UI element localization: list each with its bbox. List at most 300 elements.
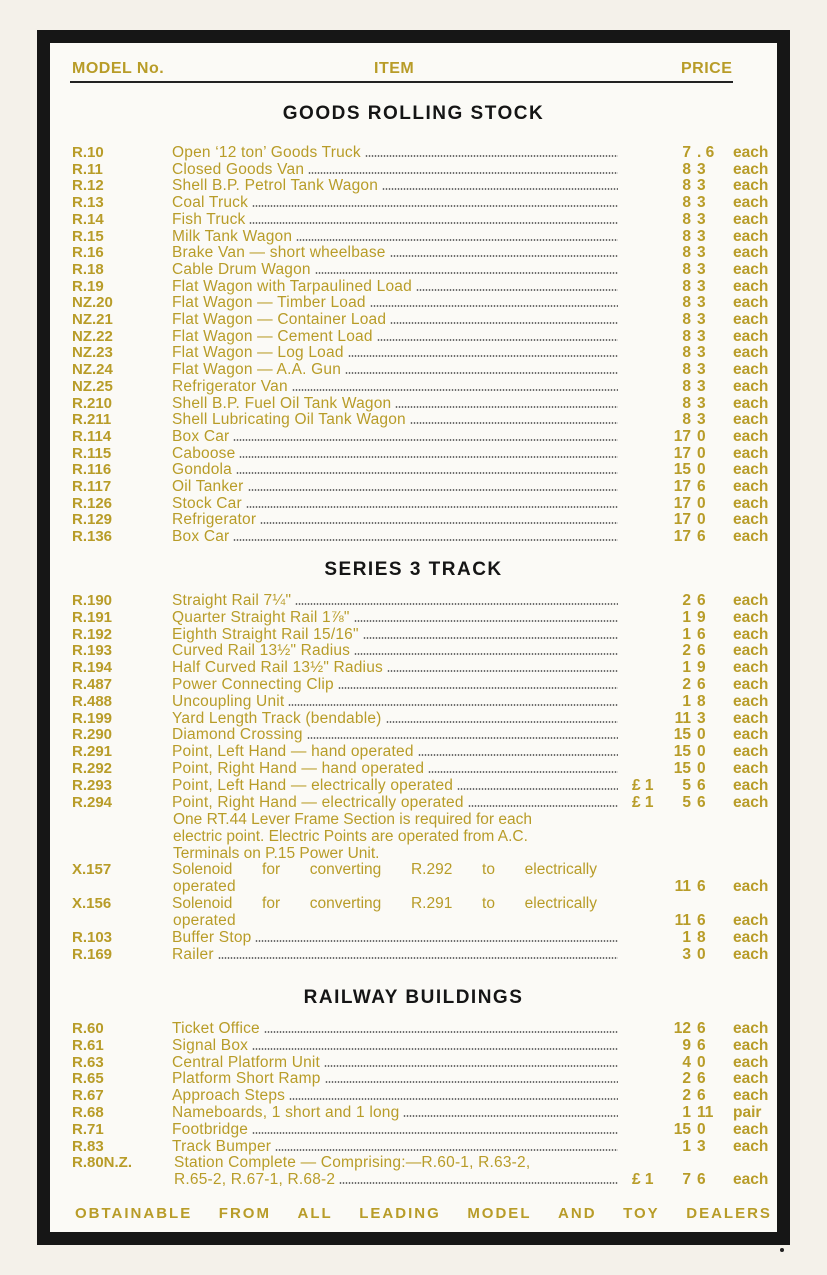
list-item — [0, 328, 827, 345]
price-pence: 0 — [697, 1053, 706, 1071]
price-unit: each — [733, 912, 769, 929]
model-number: X.156 — [72, 895, 112, 912]
price-pence: 0 — [697, 494, 706, 512]
price-shillings: 1 — [682, 692, 691, 710]
footer-word: ALL — [297, 1205, 333, 1222]
item-name: Signal Box — [172, 1037, 618, 1054]
price-unit: each — [733, 642, 769, 660]
list-item — [0, 1138, 827, 1155]
item-name: Point, Right Hand — hand operated — [172, 760, 618, 777]
item-name: Platform Short Ramp — [172, 1070, 618, 1087]
price-unit: each — [733, 227, 769, 245]
price-shillings: 17 — [673, 478, 691, 495]
price-pence: 3 — [697, 394, 706, 412]
model-number: R.116 — [72, 461, 112, 479]
note-line: electric point. Electric Points are operated from A.C. — [173, 828, 528, 845]
price-pence: 3 — [697, 244, 706, 262]
price-pence: 0 — [697, 427, 706, 445]
price-shillings: 15 — [673, 461, 691, 479]
model-number: R.63 — [72, 1053, 104, 1071]
price-shillings: 1 — [682, 659, 691, 677]
price-unit: each — [733, 344, 769, 362]
price-shillings: 17 — [673, 427, 691, 445]
price-pence: 3 — [697, 160, 706, 178]
model-number: R.60 — [72, 1020, 104, 1037]
price-shillings: 11 — [674, 709, 691, 727]
price-shillings: 8 — [682, 277, 691, 295]
list-item — [0, 261, 827, 278]
item-name: operated — [173, 878, 236, 895]
price-pence: 9 — [697, 659, 706, 677]
price-unit: each — [733, 427, 769, 445]
price-unit: each — [733, 528, 769, 546]
list-item — [0, 311, 827, 328]
item-name: Shell B.P. Petrol Tank Wagon — [172, 177, 618, 194]
item-name: Refrigerator Van — [172, 378, 618, 395]
price-pence: 3 — [697, 377, 706, 395]
price-unit: each — [733, 160, 769, 178]
price-shillings: 8 — [682, 327, 691, 345]
price-unit: each — [733, 478, 769, 495]
price-pence: 6 — [697, 1070, 706, 1088]
price-shillings: 1 — [682, 625, 691, 643]
footer-word: DEALERS — [686, 1205, 772, 1222]
list-item — [0, 461, 827, 478]
price-pence: 0 — [697, 760, 706, 777]
model-number: R.117 — [72, 478, 112, 495]
list-item — [0, 659, 827, 676]
price-unit: each — [733, 260, 769, 278]
item-name: Refrigerator — [172, 511, 618, 528]
price-shillings: 8 — [682, 194, 691, 212]
item-name: Fish Truck — [172, 211, 618, 228]
header-price: PRICE — [681, 60, 733, 77]
price-pence: 3 — [697, 210, 706, 228]
price-pence: 3 — [697, 260, 706, 278]
item-name: operated — [173, 912, 236, 929]
price-pence: 3 — [697, 277, 706, 295]
item-name: Caboose — [172, 445, 618, 462]
header-rule — [70, 81, 733, 83]
model-number: R.192 — [72, 625, 113, 643]
price-unit: each — [733, 1070, 769, 1088]
price-unit: each — [733, 361, 769, 379]
price-shillings: 15 — [673, 1120, 691, 1138]
model-number: R.290 — [72, 726, 113, 744]
model-number: R.11 — [72, 160, 103, 178]
price-shillings: 1 — [682, 929, 691, 946]
item-name: Track Bumper — [172, 1138, 618, 1155]
item-name: Yard Length Track (bendable) — [172, 710, 618, 727]
model-number: R.194 — [72, 659, 113, 677]
model-number: R.80N.Z. — [72, 1154, 133, 1171]
price-pence: 3 — [697, 411, 706, 429]
footer-word: AND — [558, 1205, 597, 1222]
list-item — [0, 228, 827, 245]
item-name: Power Connecting Clip — [172, 676, 618, 693]
price-unit: each — [733, 1053, 769, 1071]
item-name: Eighth Straight Rail 15/16" — [172, 626, 618, 643]
price-unit: each — [733, 776, 769, 794]
list-item — [0, 794, 827, 811]
list-item — [0, 495, 827, 512]
price-shillings: 8 — [682, 377, 691, 395]
model-number: R.487 — [72, 676, 113, 693]
price-shillings: 2 — [682, 676, 691, 693]
item-name: R.65-2, R.67-1, R.68-2 — [174, 1171, 618, 1188]
item-name: Ticket Office — [172, 1020, 618, 1037]
price-pence: 8 — [697, 692, 706, 710]
item-name: Open ‘12 ton’ Goods Truck — [172, 144, 618, 161]
item-name: Straight Rail 7¼" — [172, 592, 618, 609]
price-shillings: 8 — [682, 394, 691, 412]
item-name: Flat Wagon — Log Load — [172, 344, 618, 361]
price-pence: 3 — [697, 361, 706, 379]
price-shillings: 8 — [682, 344, 691, 362]
list-item — [0, 211, 827, 228]
list-item — [0, 361, 827, 378]
list-item — [0, 710, 827, 727]
price-shillings: 4 — [682, 1053, 691, 1071]
price-shillings: 8 — [682, 311, 691, 328]
list-item — [0, 760, 827, 777]
price-unit: each — [733, 945, 769, 963]
model-number: R.83 — [72, 1137, 104, 1155]
price-pence: 11 — [697, 1104, 714, 1121]
model-number: R.16 — [72, 244, 104, 262]
price-unit: each — [733, 709, 769, 727]
list-item — [0, 395, 827, 412]
item-name: Point, Left Hand — electrically operated — [172, 777, 618, 794]
price-pence: 0 — [697, 945, 706, 963]
price-unit: each — [733, 793, 769, 811]
price-shillings: 17 — [673, 494, 691, 512]
model-number: R.103 — [72, 929, 113, 946]
list-item — [0, 244, 827, 261]
price-shillings: 8 — [682, 294, 691, 312]
model-number: NZ.23 — [72, 344, 113, 362]
price-shillings: 2 — [682, 642, 691, 660]
price-unit: each — [733, 1137, 769, 1155]
price-shillings: 1 — [682, 608, 691, 626]
price-unit: each — [733, 177, 769, 195]
price-pence: 6 — [697, 642, 706, 660]
footer-dealers-line — [75, 1205, 772, 1222]
model-number: R.19 — [72, 277, 104, 295]
price-pence: 6 — [697, 625, 706, 643]
price-pence: 8 — [697, 929, 706, 946]
list-item — [0, 428, 827, 445]
price-shillings: 7 — [682, 1171, 691, 1188]
item-name: Railer — [172, 946, 618, 963]
price-shillings: 8 — [682, 260, 691, 278]
price-pence: 6 — [697, 793, 706, 811]
price-shillings: 8 — [682, 361, 691, 379]
item-name: Shell B.P. Fuel Oil Tank Wagon — [172, 395, 618, 412]
price-pence: 3 — [697, 194, 706, 212]
price-pence: 0 — [697, 743, 706, 761]
item-name: Quarter Straight Rail 1⅞" — [172, 609, 618, 626]
price-pence: 6 — [697, 1087, 706, 1105]
price-pence: 3 — [697, 177, 706, 195]
model-number: R.12 — [72, 177, 104, 195]
item-name: Flat Wagon with Tarpaulined Load — [172, 278, 618, 295]
price-shillings: 2 — [682, 1070, 691, 1088]
price-shillings: 5 — [682, 776, 691, 794]
price-shillings: 17 — [673, 444, 691, 462]
item-name: Brake Van — short wheelbase — [172, 244, 618, 261]
item-name: Milk Tank Wagon — [172, 228, 618, 245]
list-item — [0, 626, 827, 643]
model-number: R.126 — [72, 494, 113, 512]
price-shillings: 17 — [673, 528, 691, 546]
model-number: R.13 — [72, 194, 104, 212]
list-item — [0, 912, 827, 929]
price-pence: 6 — [697, 528, 706, 546]
price-shillings: 12 — [673, 1020, 691, 1037]
price-pence: 6 — [697, 776, 706, 794]
list-item — [0, 1070, 827, 1087]
price-unit: each — [733, 311, 769, 328]
note-line: Terminals on P.15 Power Unit. — [173, 845, 380, 862]
price-unit: each — [733, 244, 769, 262]
model-number: NZ.22 — [72, 327, 113, 345]
item-name: Box Car — [172, 528, 618, 545]
price-unit: each — [733, 327, 769, 345]
item-name: Approach Steps — [172, 1087, 618, 1104]
list-item — [0, 1171, 827, 1188]
item-name: Station Complete — Comprising:—R.60-1, R.63-2, — [174, 1154, 531, 1171]
price-pence: 3 — [697, 709, 706, 727]
section-title-track: SERIES 3 TRACK — [324, 559, 503, 580]
item-name: Coal Truck — [172, 194, 618, 211]
model-number: R.67 — [72, 1087, 104, 1105]
list-item — [0, 378, 827, 395]
model-number: R.114 — [72, 427, 112, 445]
model-number: NZ.21 — [72, 311, 113, 328]
model-number: NZ.20 — [72, 294, 113, 312]
list-item — [0, 411, 827, 428]
price-unit: each — [733, 461, 769, 479]
item-name: Solenoid for converting R.291 to electrically — [172, 895, 597, 912]
price-unit: each — [733, 929, 769, 946]
model-number: R.193 — [72, 642, 113, 660]
item-name: Uncoupling Unit — [172, 693, 618, 710]
price-shillings: 8 — [682, 160, 691, 178]
price-shillings: 15 — [673, 760, 691, 777]
price-unit: each — [733, 1120, 769, 1138]
price-shillings: 8 — [682, 411, 691, 429]
list-item — [0, 511, 827, 528]
price-shillings: 8 — [682, 210, 691, 228]
price-unit: each — [733, 411, 769, 429]
list-item — [0, 445, 827, 462]
price-unit: each — [733, 394, 769, 412]
price-unit: each — [733, 494, 769, 512]
model-number: R.211 — [72, 411, 112, 429]
price-pence: 0 — [697, 1120, 706, 1138]
model-number: R.115 — [72, 444, 112, 462]
price-pence: 6 — [697, 676, 706, 693]
price-shillings: 7 — [682, 144, 691, 161]
price-shillings: 5 — [682, 793, 691, 811]
price-pence: 3 — [697, 344, 706, 362]
price-shillings: 17 — [673, 511, 691, 529]
price-unit: each — [733, 676, 769, 693]
price-pence: 0 — [697, 726, 706, 744]
price-unit: each — [733, 659, 769, 677]
list-item — [0, 194, 827, 211]
price-shillings: 15 — [673, 726, 691, 744]
item-name: Central Platform Unit — [172, 1054, 618, 1071]
list-item — [0, 676, 827, 693]
model-number: R.10 — [72, 144, 104, 161]
price-pence: 6 — [697, 592, 706, 609]
model-number: R.294 — [72, 793, 113, 811]
price-unit: each — [733, 210, 769, 228]
item-name: Point, Left Hand — hand operated — [172, 743, 618, 760]
list-item — [0, 726, 827, 743]
model-number: NZ.25 — [72, 377, 113, 395]
item-name: Half Curved Rail 13½" Radius — [172, 659, 618, 676]
price-shillings: 1 — [682, 1137, 691, 1155]
list-item — [0, 1087, 827, 1104]
item-name: Flat Wagon — A.A. Gun — [172, 361, 618, 378]
item-name: Cable Drum Wagon — [172, 261, 618, 278]
price-unit: each — [733, 277, 769, 295]
footer-word: LEADING — [359, 1205, 441, 1222]
item-name: Oil Tanker — [172, 478, 618, 495]
price-unit: each — [733, 294, 769, 312]
price-shillings: 2 — [682, 592, 691, 609]
list-item — [0, 478, 827, 495]
price-unit: each — [733, 760, 769, 777]
model-number: R.18 — [72, 260, 104, 278]
footer-word: TOY — [623, 1205, 660, 1222]
price-pounds: £ 1 — [632, 1171, 654, 1188]
price-unit: each — [733, 592, 769, 609]
price-unit: each — [733, 194, 769, 212]
price-pence: 3 — [697, 311, 706, 328]
item-name: Stock Car — [172, 495, 618, 512]
price-unit: each — [733, 692, 769, 710]
model-number: R.210 — [72, 394, 113, 412]
price-unit: pair — [733, 1104, 762, 1121]
price-pence: 6 — [697, 912, 706, 929]
price-pence: 6 — [697, 1171, 706, 1188]
list-item — [0, 528, 827, 545]
model-number: R.190 — [72, 592, 113, 609]
item-name: Shell Lubricating Oil Tank Wagon — [172, 411, 618, 428]
price-shillings: 1 — [682, 1104, 691, 1121]
price-shillings: 11 — [674, 912, 691, 929]
price-unit: each — [733, 608, 769, 626]
model-number: R.68 — [72, 1104, 104, 1121]
list-item — [0, 1104, 827, 1121]
list-item — [0, 1037, 827, 1054]
list-item — [0, 1020, 827, 1037]
price-shillings: 8 — [682, 177, 691, 195]
model-number: R.15 — [72, 227, 104, 245]
price-pence: 6 — [697, 1036, 706, 1054]
item-name: Flat Wagon — Cement Load — [172, 328, 618, 345]
list-item — [0, 1054, 827, 1071]
list-item — [0, 144, 827, 161]
electric-points-note — [173, 811, 623, 862]
price-pence: 6 — [697, 1020, 706, 1037]
price-unit: each — [733, 144, 769, 161]
list-item — [0, 294, 827, 311]
price-pence: 0 — [697, 444, 706, 462]
section-title-goods: GOODS ROLLING STOCK — [282, 103, 545, 124]
model-number: R.293 — [72, 776, 113, 794]
model-number: R.199 — [72, 709, 113, 727]
price-pence: 0 — [697, 511, 706, 529]
model-number: R.136 — [72, 528, 113, 546]
price-pounds: £ 1 — [632, 793, 654, 811]
price-pence: 3 — [697, 1137, 706, 1155]
item-name: Box Car — [172, 428, 618, 445]
price-pence: 6 — [697, 478, 706, 495]
list-item — [0, 609, 827, 626]
list-item — [0, 878, 827, 895]
price-pence: 3 — [697, 227, 706, 245]
model-number: R.292 — [72, 760, 113, 777]
list-item — [0, 278, 827, 295]
price-unit: each — [733, 377, 769, 395]
note-line: One RT.44 Lever Frame Section is required for each — [173, 811, 532, 828]
list-item — [0, 777, 827, 794]
list-item — [0, 642, 827, 659]
price-shillings: 11 — [674, 878, 691, 895]
model-number: R.71 — [72, 1120, 104, 1138]
price-pence: 3 — [697, 327, 706, 345]
list-item — [0, 592, 827, 609]
model-number: R.488 — [72, 692, 113, 710]
price-unit: each — [733, 1171, 769, 1188]
list-item — [0, 177, 827, 194]
price-unit: each — [733, 625, 769, 643]
list-item — [0, 693, 827, 710]
list-item — [0, 743, 827, 760]
price-unit: each — [733, 878, 769, 895]
model-number: NZ.24 — [72, 361, 113, 379]
model-number: R.65 — [72, 1070, 104, 1088]
list-item — [0, 344, 827, 361]
price-pence: 9 — [697, 608, 706, 626]
price-pence: . 6 — [697, 144, 715, 161]
price-unit: each — [733, 1087, 769, 1105]
item-name: Curved Rail 13½" Radius — [172, 642, 618, 659]
list-item — [0, 946, 827, 963]
price-shillings: 3 — [682, 945, 691, 963]
item-name: Footbridge — [172, 1121, 618, 1138]
item-name: Diamond Crossing — [172, 726, 618, 743]
model-number: R.61 — [72, 1036, 104, 1054]
header-item: ITEM — [374, 60, 415, 77]
section-title-buildings: RAILWAY BUILDINGS — [303, 987, 524, 1008]
model-number: R.129 — [72, 511, 113, 529]
price-shillings: 8 — [682, 227, 691, 245]
item-name: Nameboards, 1 short and 1 long — [172, 1104, 618, 1121]
model-number: R.191 — [72, 608, 113, 626]
header-model-no: MODEL No. — [72, 60, 165, 77]
item-name: Gondola — [172, 461, 618, 478]
item-name: Buffer Stop — [172, 929, 618, 946]
list-item — [0, 929, 827, 946]
price-pence: 6 — [697, 878, 706, 895]
footer-word: OBTAINABLE — [75, 1205, 193, 1222]
